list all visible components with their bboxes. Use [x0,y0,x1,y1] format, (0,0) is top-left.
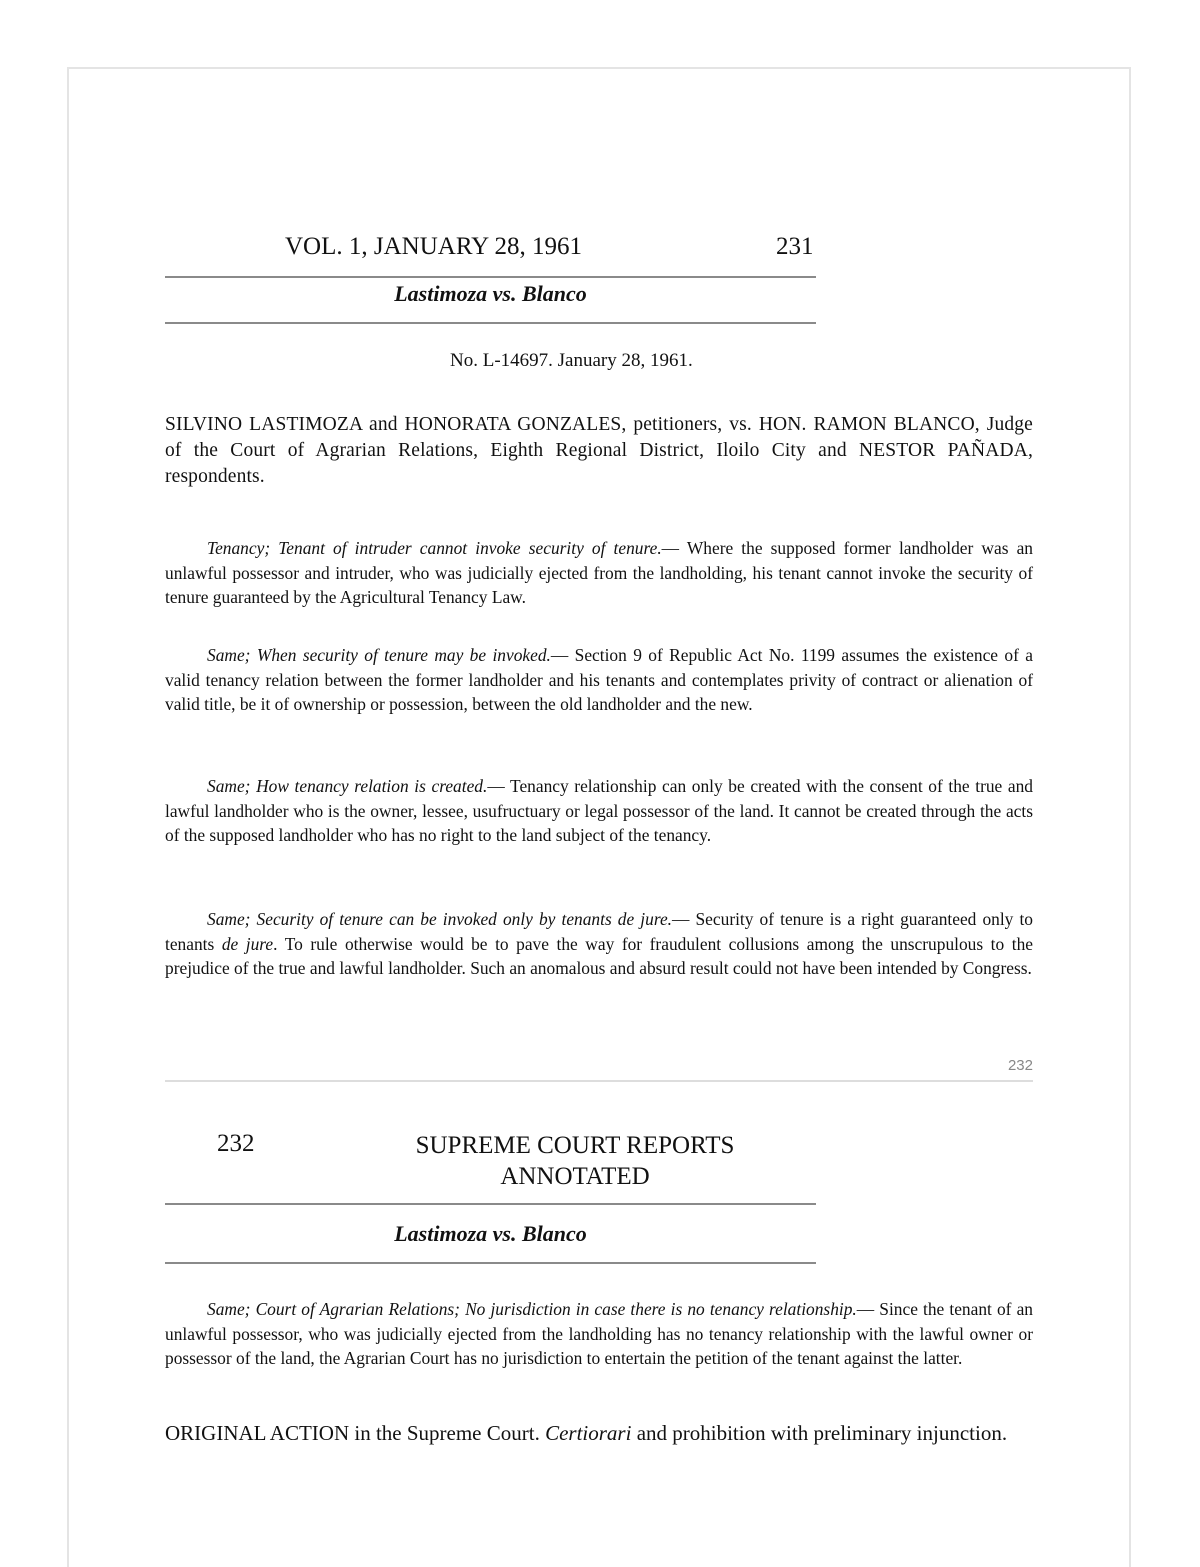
original-action-text: ORIGINAL ACTION in the Supreme Court. [165,1421,546,1445]
syllabus-paragraph [165,774,1033,848]
running-header-page-number: 231 [776,233,814,260]
case-caption: Lastimoza vs. Blanco [394,281,587,306]
syllabus-paragraph [165,1297,1033,1371]
running-header-page-number: 232 [217,1130,255,1157]
syllabus-body: — Tenancy relationship can only be created with the consent of the true and lawful landholder who is the owner, lessee, usufructuary or legal possessor of the land. It cannot be created through the acts of the supposed landholder who has no right to the land subject of the tenancy. [165,776,1033,846]
running-header-title: VOL. 1, JANUARY 28, 1961 [285,233,582,260]
original-action-paragraph [165,1420,1033,1447]
header-rule-top [165,276,816,278]
syllabus-heading: Tenancy; Tenant of intruder cannot invoke security of tenure. [207,538,662,558]
running-header-title: SUPREME COURT REPORTS ANNOTATED [415,1132,735,1190]
parties-paragraph: SILVINO LASTIMOZA and HONORATA GONZALES, petitioners, vs. HON. RAMON BLANCO, Judge of the Court of Agrarian Relations, Eighth Regional District, Iloilo City and NESTOR PAÑADA, respondents. [165,414,1033,487]
syllabus-body: . To rule otherwise would be to pave the way for fraudulent collusions among the unscrupulous to the prejudice of the true and lawful landholder. Such an anomalous and absurd result could not have been intended by Congress. [165,933,1033,979]
original-action-italic: Certiorari [545,1421,632,1445]
original-action-text: and prohibition with preliminary injunction. [631,1421,1008,1445]
syllabus-body: — Section 9 of Republic Act No. 1199 assumes the existence of a valid tenancy relation between the former landholder and his tenants and contemplates privity of contract or alienation of valid title, be it of ownership or possession, between the old landholder and the new. [165,645,1033,715]
syllabus-heading: Same; Security of tenure can be invoked only by tenants de jure. [207,909,673,929]
case-caption: Lastimoza vs. Blanco [394,1221,587,1246]
page-separator [165,1080,1033,1082]
syllabus-paragraph [165,643,1033,717]
page-break-marker: 232 [1007,1057,1033,1074]
syllabus-paragraph [165,536,1033,610]
syllabus-body-italic: de jure [221,933,274,954]
syllabus-heading: Same; Court of Agrarian Relations; No jurisdiction in case there is no tenancy relationship. [207,1299,857,1319]
syllabus-heading: Same; How tenancy relation is created. [207,776,488,796]
syllabus-body: — Where the supposed former landholder was an unlawful possessor and intruder, who was judicially ejected from the landholding, his tenant cannot invoke the security of tenure guaranteed by the Agricultural Tenancy Law. [165,538,1033,608]
syllabus-paragraph [165,907,1033,981]
header-rule-top [165,1203,816,1205]
syllabus-body: — Security of tenure is a right guaranteed only to tenants [165,909,1033,954]
docket-number: No. L-14697. January 28, 1961. [450,350,693,371]
syllabus-body: — Since the tenant of an unlawful possessor, who was judicially ejected from the landholding has no tenancy relationship with the lawful owner or possessor of the land, the Agrarian Court has no jurisdiction to entertain the petition of the tenant against the latter. [165,1299,1033,1369]
header-rule-bottom [165,322,816,324]
syllabus-heading: Same; When security of tenure may be invoked. [207,645,551,665]
header-rule-bottom [165,1262,816,1264]
